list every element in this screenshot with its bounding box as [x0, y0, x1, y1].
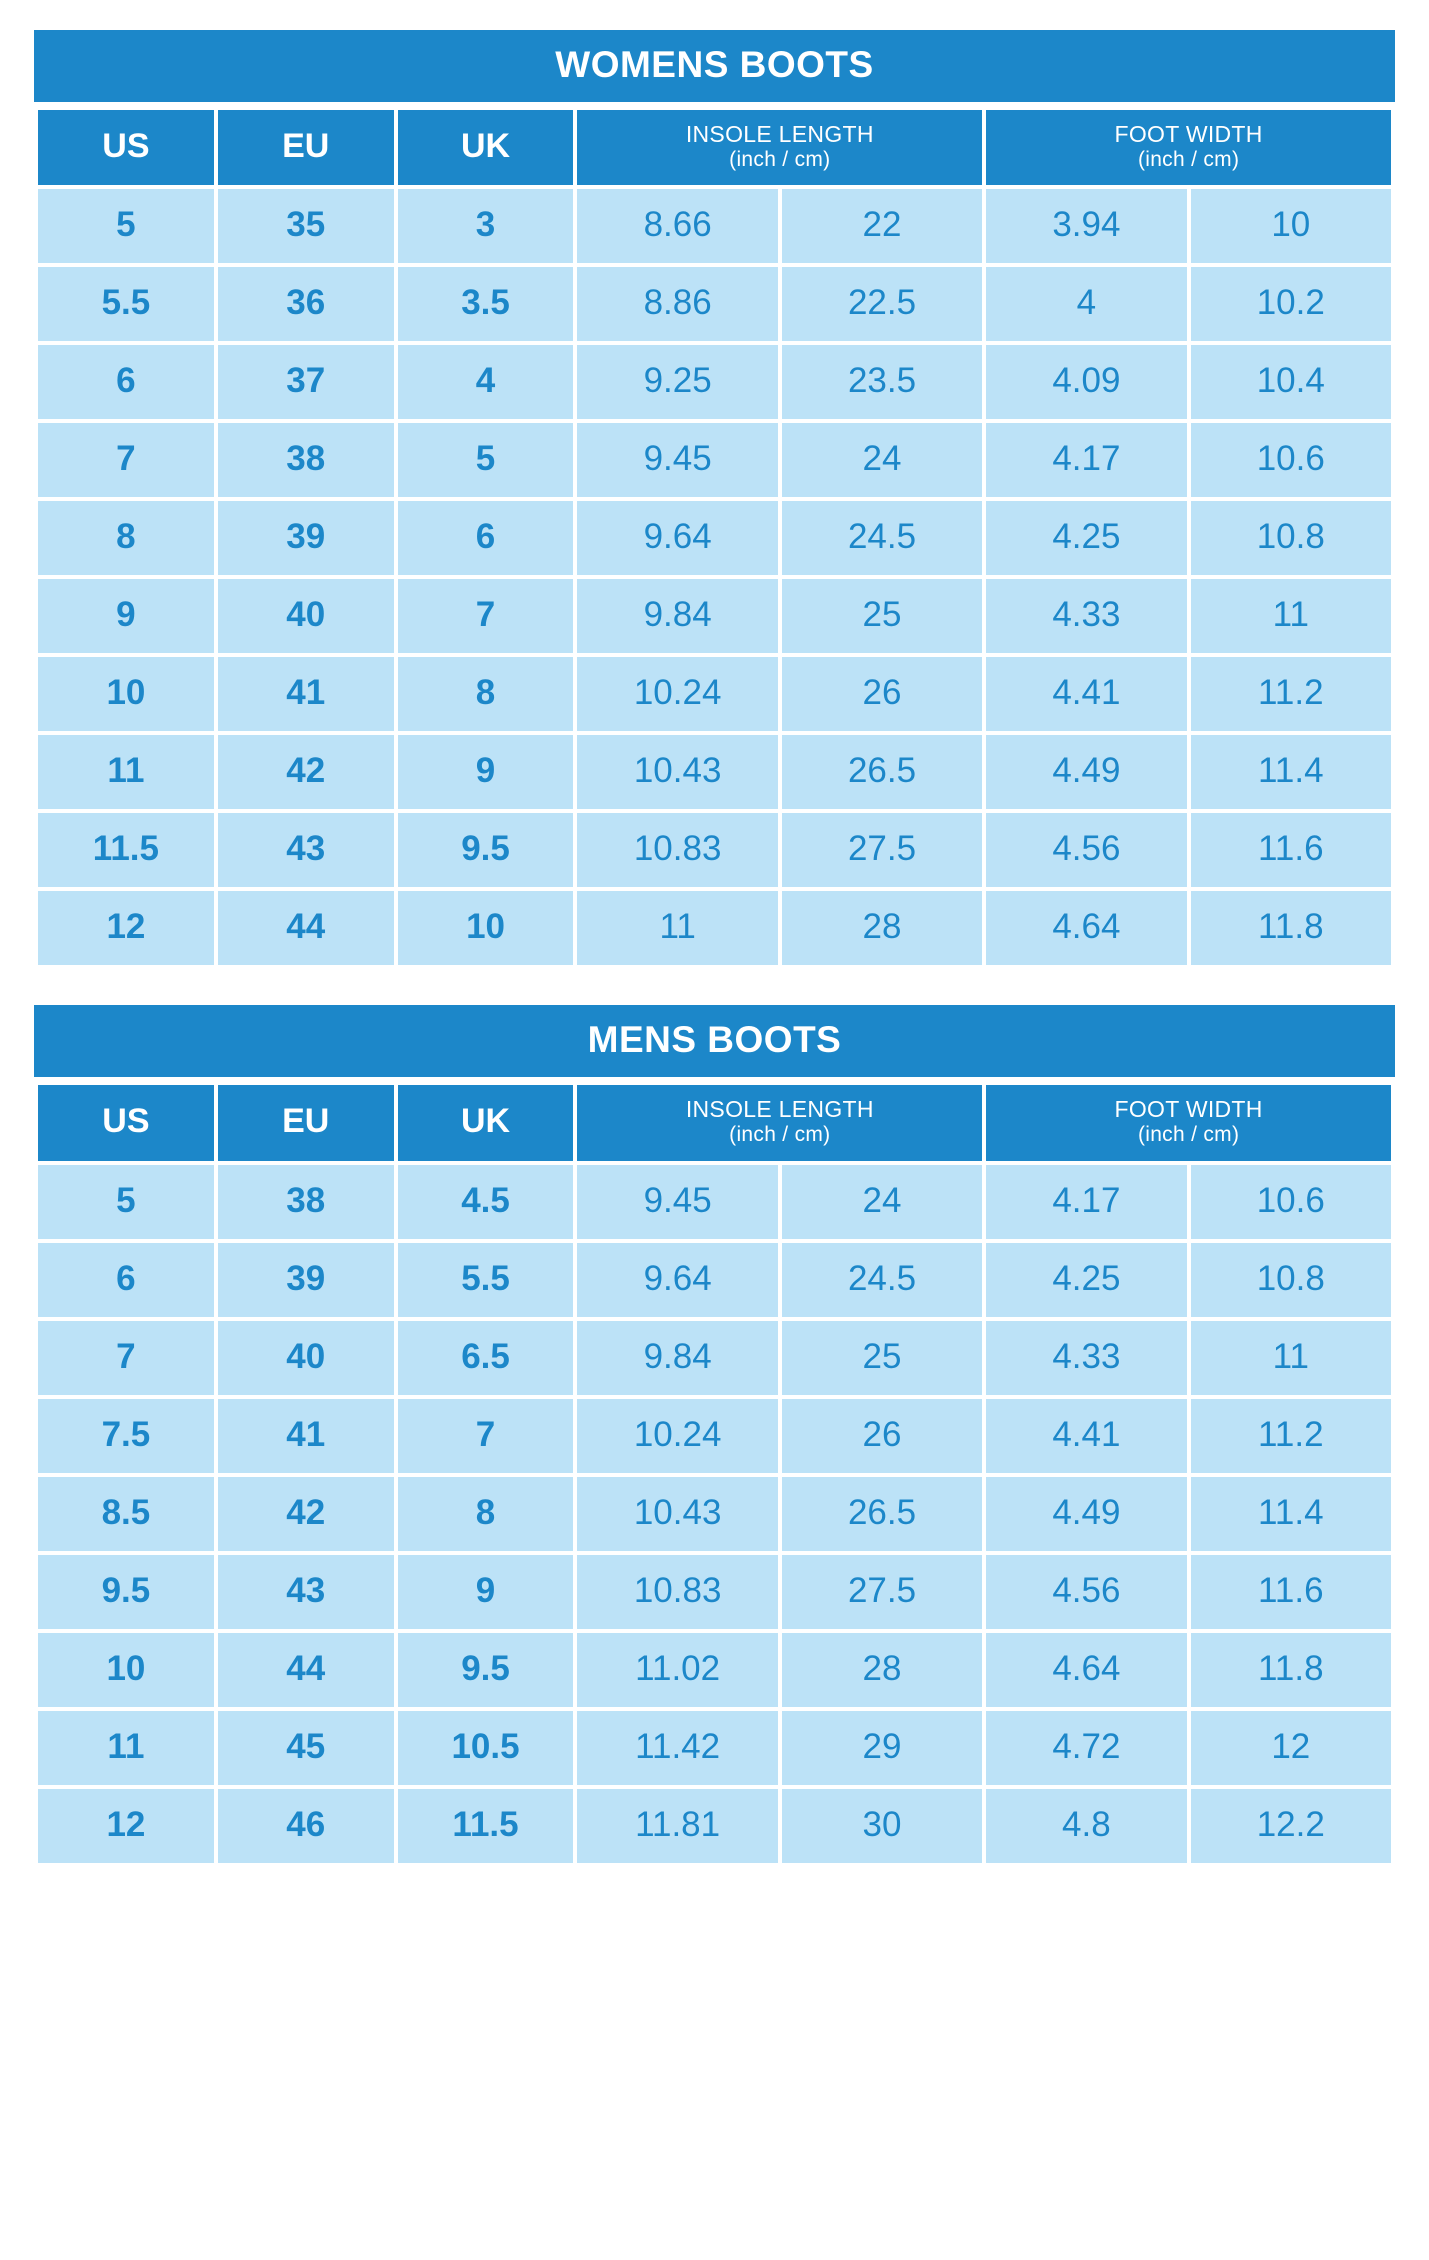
- foot-width-inch: 4.33: [986, 1321, 1186, 1395]
- insole-length-inch: 10.83: [577, 813, 777, 887]
- size-us: 9: [38, 579, 214, 653]
- foot-width-cm: 10.8: [1191, 1243, 1391, 1317]
- table-header-row: [38, 1085, 1391, 1160]
- insole-length-cm: 25: [782, 579, 982, 653]
- insole-length-cm: 22: [782, 189, 982, 263]
- size-uk: 9.5: [398, 1633, 574, 1707]
- womens-boots-table-block: [34, 30, 1395, 969]
- size-us: 8.5: [38, 1477, 214, 1551]
- size-eu: 36: [218, 267, 394, 341]
- insole-length-cm: 26.5: [782, 735, 982, 809]
- womens-boots-table: [34, 106, 1395, 969]
- foot-width-cm: 11: [1191, 579, 1391, 653]
- header-insole-length-units: (inch / cm): [729, 1123, 831, 1147]
- foot-width-cm: 10.6: [1191, 1165, 1391, 1239]
- foot-width-cm: 10.8: [1191, 501, 1391, 575]
- foot-width-inch: 4.41: [986, 1399, 1186, 1473]
- size-eu: 44: [218, 891, 394, 965]
- foot-width-cm: 12: [1191, 1711, 1391, 1785]
- insole-length-cm: 24: [782, 423, 982, 497]
- table-row: [38, 1399, 1391, 1473]
- insole-length-cm: 24: [782, 1165, 982, 1239]
- table-row: [38, 1633, 1391, 1707]
- foot-width-cm: 11.8: [1191, 1633, 1391, 1707]
- insole-length-cm: 22.5: [782, 267, 982, 341]
- size-us: 10: [38, 1633, 214, 1707]
- size-uk: 8: [398, 657, 574, 731]
- table-row: [38, 1321, 1391, 1395]
- insole-length-cm: 24.5: [782, 501, 982, 575]
- table-row: [38, 1477, 1391, 1551]
- foot-width-cm: 11.4: [1191, 735, 1391, 809]
- size-eu: 45: [218, 1711, 394, 1785]
- foot-width-cm: 10.2: [1191, 267, 1391, 341]
- table-row: [38, 1243, 1391, 1317]
- size-uk: 7: [398, 579, 574, 653]
- womens-boots-title: WOMENS BOOTS: [34, 30, 1395, 102]
- foot-width-inch: 4.41: [986, 657, 1186, 731]
- table-row: [38, 1165, 1391, 1239]
- insole-length-inch: 11.42: [577, 1711, 777, 1785]
- foot-width-cm: 11.2: [1191, 657, 1391, 731]
- header-eu: EU: [218, 110, 394, 185]
- insole-length-inch: 9.45: [577, 423, 777, 497]
- foot-width-inch: 4.33: [986, 579, 1186, 653]
- header-insole-length-label: INSOLE LENGTH: [685, 1096, 874, 1123]
- header-foot-width-label: FOOT WIDTH: [1114, 121, 1263, 147]
- header-eu: EU: [218, 1085, 394, 1160]
- size-us: 10: [38, 657, 214, 731]
- header-insole-length: [577, 110, 982, 185]
- header-uk: UK: [398, 1085, 574, 1160]
- insole-length-cm: 23.5: [782, 345, 982, 419]
- table-row: [38, 345, 1391, 419]
- table-row: [38, 267, 1391, 341]
- insole-length-inch: 9.64: [577, 1243, 777, 1317]
- size-uk: 6: [398, 501, 574, 575]
- size-uk: 8: [398, 1477, 574, 1551]
- size-us: 12: [38, 891, 214, 965]
- table-row: [38, 501, 1391, 575]
- insole-length-inch: 11.02: [577, 1633, 777, 1707]
- size-us: 7.5: [38, 1399, 214, 1473]
- size-uk: 6.5: [398, 1321, 574, 1395]
- size-eu: 39: [218, 501, 394, 575]
- header-us: US: [38, 110, 214, 185]
- size-eu: 43: [218, 813, 394, 887]
- foot-width-inch: 4.49: [986, 1477, 1186, 1551]
- header-foot-width-units: (inch / cm): [1137, 147, 1240, 171]
- womens-boots-table-body: [38, 189, 1391, 965]
- insole-length-inch: 11: [577, 891, 777, 965]
- foot-width-inch: 4.09: [986, 345, 1186, 419]
- foot-width-inch: 4.25: [986, 501, 1186, 575]
- header-foot-width-label: FOOT WIDTH: [1114, 1096, 1263, 1123]
- header-insole-length-label: INSOLE LENGTH: [685, 121, 874, 147]
- insole-length-inch: 9.84: [577, 579, 777, 653]
- mens-boots-table-block: [34, 1005, 1395, 1866]
- insole-length-cm: 25: [782, 1321, 982, 1395]
- foot-width-inch: 4.17: [986, 423, 1186, 497]
- table-row: [38, 423, 1391, 497]
- size-us: 12: [38, 1789, 214, 1863]
- size-uk: 11.5: [398, 1789, 574, 1863]
- header-insole-length: [577, 1085, 982, 1160]
- table-row: [38, 579, 1391, 653]
- size-us: 6: [38, 1243, 214, 1317]
- insole-length-inch: 11.81: [577, 1789, 777, 1863]
- mens-boots-table-head: [38, 1085, 1391, 1160]
- foot-width-cm: 11.4: [1191, 1477, 1391, 1551]
- foot-width-inch: 3.94: [986, 189, 1186, 263]
- womens-boots-table-head: [38, 110, 1391, 185]
- size-eu: 39: [218, 1243, 394, 1317]
- size-uk: 10: [398, 891, 574, 965]
- insole-length-inch: 10.24: [577, 657, 777, 731]
- size-eu: 35: [218, 189, 394, 263]
- insole-length-inch: 9.45: [577, 1165, 777, 1239]
- size-uk: 4: [398, 345, 574, 419]
- size-uk: 5.5: [398, 1243, 574, 1317]
- size-uk: 3.5: [398, 267, 574, 341]
- foot-width-cm: 11: [1191, 1321, 1391, 1395]
- table-row: [38, 1789, 1391, 1863]
- insole-length-inch: 8.66: [577, 189, 777, 263]
- insole-length-cm: 27.5: [782, 813, 982, 887]
- foot-width-inch: 4.64: [986, 891, 1186, 965]
- table-row: [38, 735, 1391, 809]
- size-us: 11: [38, 1711, 214, 1785]
- mens-boots-title: MENS BOOTS: [34, 1005, 1395, 1077]
- foot-width-cm: 11.2: [1191, 1399, 1391, 1473]
- size-us: 9.5: [38, 1555, 214, 1629]
- size-us: 5.5: [38, 267, 214, 341]
- header-insole-length-units: (inch / cm): [729, 147, 831, 171]
- table-row: [38, 189, 1391, 263]
- size-eu: 40: [218, 579, 394, 653]
- foot-width-inch: 4.64: [986, 1633, 1186, 1707]
- foot-width-cm: 11.6: [1191, 813, 1391, 887]
- foot-width-inch: 4.17: [986, 1165, 1186, 1239]
- foot-width-inch: 4.56: [986, 813, 1186, 887]
- size-us: 6: [38, 345, 214, 419]
- insole-length-cm: 26: [782, 657, 982, 731]
- table-row: [38, 891, 1391, 965]
- insole-length-inch: 10.83: [577, 1555, 777, 1629]
- size-uk: 7: [398, 1399, 574, 1473]
- mens-boots-table-body: [38, 1165, 1391, 1863]
- insole-length-cm: 27.5: [782, 1555, 982, 1629]
- table-row: [38, 657, 1391, 731]
- foot-width-cm: 10.4: [1191, 345, 1391, 419]
- size-eu: 38: [218, 423, 394, 497]
- foot-width-inch: 4.56: [986, 1555, 1186, 1629]
- table-header-row: [38, 110, 1391, 185]
- insole-length-inch: 9.84: [577, 1321, 777, 1395]
- size-eu: 46: [218, 1789, 394, 1863]
- size-us: 7: [38, 423, 214, 497]
- insole-length-cm: 29: [782, 1711, 982, 1785]
- insole-length-cm: 26.5: [782, 1477, 982, 1551]
- size-eu: 43: [218, 1555, 394, 1629]
- insole-length-inch: 10.43: [577, 735, 777, 809]
- header-foot-width-units: (inch / cm): [1137, 1123, 1240, 1147]
- size-uk: 10.5: [398, 1711, 574, 1785]
- size-eu: 44: [218, 1633, 394, 1707]
- size-uk: 9: [398, 1555, 574, 1629]
- size-uk: 3: [398, 189, 574, 263]
- size-eu: 41: [218, 1399, 394, 1473]
- insole-length-cm: 28: [782, 891, 982, 965]
- size-eu: 41: [218, 657, 394, 731]
- size-us: 8: [38, 501, 214, 575]
- size-us: 7: [38, 1321, 214, 1395]
- size-eu: 42: [218, 735, 394, 809]
- foot-width-cm: 10: [1191, 189, 1391, 263]
- insole-length-cm: 30: [782, 1789, 982, 1863]
- size-uk: 9.5: [398, 813, 574, 887]
- insole-length-inch: 9.64: [577, 501, 777, 575]
- foot-width-inch: 4.25: [986, 1243, 1186, 1317]
- foot-width-inch: 4.8: [986, 1789, 1186, 1863]
- header-uk: UK: [398, 110, 574, 185]
- table-spacer: [34, 969, 1395, 1005]
- header-foot-width: [986, 1085, 1391, 1160]
- size-uk: 5: [398, 423, 574, 497]
- mens-boots-table: [34, 1081, 1395, 1866]
- insole-length-cm: 24.5: [782, 1243, 982, 1317]
- insole-length-cm: 26: [782, 1399, 982, 1473]
- insole-length-inch: 10.24: [577, 1399, 777, 1473]
- insole-length-inch: 9.25: [577, 345, 777, 419]
- insole-length-inch: 8.86: [577, 267, 777, 341]
- table-row: [38, 1555, 1391, 1629]
- size-eu: 37: [218, 345, 394, 419]
- header-us: US: [38, 1085, 214, 1160]
- size-us: 5: [38, 1165, 214, 1239]
- size-us: 11: [38, 735, 214, 809]
- foot-width-inch: 4.49: [986, 735, 1186, 809]
- size-uk: 9: [398, 735, 574, 809]
- size-eu: 38: [218, 1165, 394, 1239]
- foot-width-cm: 11.6: [1191, 1555, 1391, 1629]
- table-row: [38, 1711, 1391, 1785]
- insole-length-cm: 28: [782, 1633, 982, 1707]
- foot-width-cm: 10.6: [1191, 423, 1391, 497]
- foot-width-inch: 4.72: [986, 1711, 1186, 1785]
- size-eu: 40: [218, 1321, 394, 1395]
- size-us: 5: [38, 189, 214, 263]
- size-uk: 4.5: [398, 1165, 574, 1239]
- foot-width-cm: 12.2: [1191, 1789, 1391, 1863]
- foot-width-inch: 4: [986, 267, 1186, 341]
- foot-width-cm: 11.8: [1191, 891, 1391, 965]
- table-row: [38, 813, 1391, 887]
- size-us: 11.5: [38, 813, 214, 887]
- size-eu: 42: [218, 1477, 394, 1551]
- header-foot-width: [986, 110, 1391, 185]
- insole-length-inch: 10.43: [577, 1477, 777, 1551]
